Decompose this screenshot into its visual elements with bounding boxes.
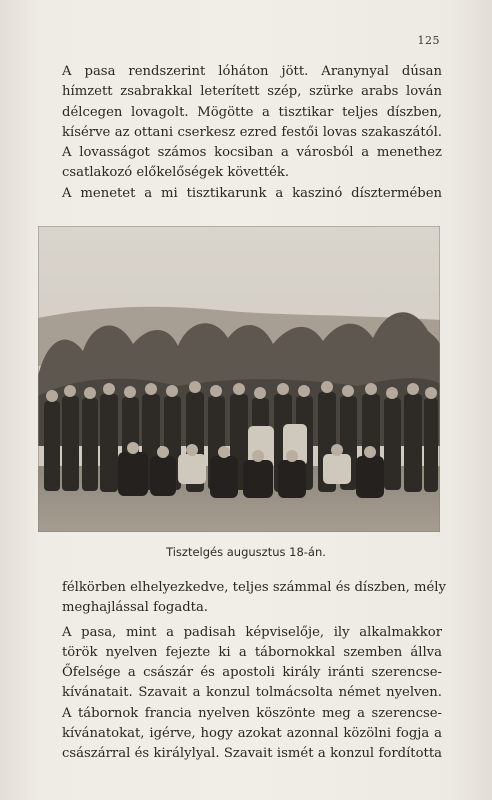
text-line: hímzett zsabrakkal leterített szép, szürke arabs lován: [62, 84, 442, 100]
text-line: kívánatait. Szavait a konzul tolmácsolta német nyelven.: [62, 685, 442, 701]
text-line: kísérve az ottani cserkesz ezred festői lovas szakaszától.: [62, 124, 442, 140]
page-number: 125: [417, 34, 440, 47]
top-paragraphs: [62, 62, 442, 204]
text-line: A pasa, mint a padisah képviselője, ily alkalmakkor: [62, 624, 442, 640]
group-photograph: [38, 226, 440, 532]
text-line: Őfelsége a császár és apostoli király iránti szerencse-: [62, 665, 442, 681]
text-line: kívánatokat, igérve, hogy azokat azonnal közölni fogja a: [62, 726, 442, 742]
text-line: török nyelven fejezte ki a tábornokkal szemben állva: [62, 644, 442, 660]
text-line: A tábornok francia nyelven köszönte meg a szerencse-: [62, 705, 442, 721]
text-line: délcegen lovagolt. Mögötte a tisztikar teljes díszben,: [62, 104, 442, 120]
text-line: A pasa rendszerint lóháton jött. Aranynyal dúsan: [62, 64, 442, 79]
photograph-image: [38, 226, 440, 532]
text-line: meghajlással fogadta.: [62, 600, 209, 616]
text-line: csatlakozó előkelőségek követték.: [62, 165, 290, 181]
photo-caption: Tisztelgés augusztus 18-án.: [166, 545, 326, 559]
bottom-paragraphs: [62, 578, 446, 765]
text-line: A lovasságot számos kocsiban a városból a menethez: [62, 145, 442, 161]
text-line: félkörben elhelyezkedve, teljes számmal és díszben, mély: [62, 580, 446, 595]
text-line: A menetet a mi tisztikarunk a kaszinó dísztermében: [62, 185, 442, 201]
text-line: császárral és királylyal. Szavait ismét a konzul fordította: [62, 746, 442, 762]
